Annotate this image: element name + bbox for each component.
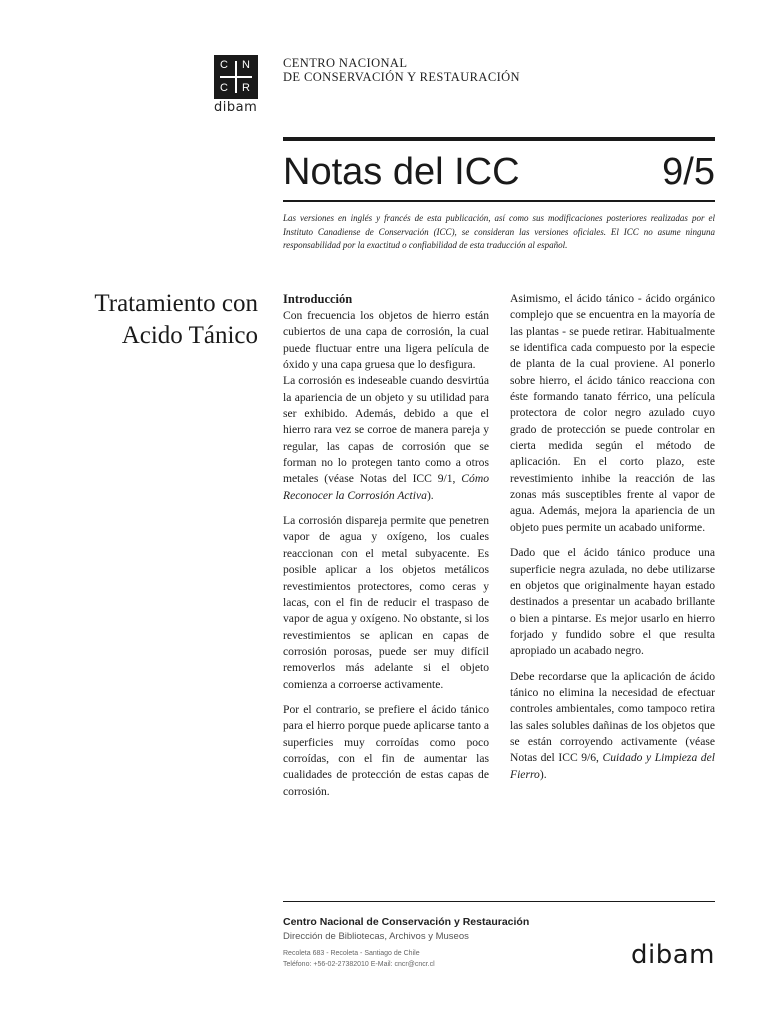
cross-reference-title: Cuidado y Limpieza del Fierro (510, 751, 715, 781)
paragraph-text: La corrosión es indeseable cuando desvirtúa la apariencia de un objeto y su utilidad para ser exhibido. Además, debido a que el hierro rara vez se corroe de manera pareja y regular, las capas de corrosión que se forman no lo protegen tanto como a otros metales (véase Notas del ICC 9/1, (283, 374, 489, 486)
footer-contact: Teléfono: +56-02-27382010 E-Mail: cncr@cncr.cl (283, 961, 435, 968)
paragraph: Asimismo, el ácido tánico - ácido orgánico complejo que se encuentra en la mayoría de las plantas - se puede retirar. Habitualmente se identifica cada compuesto por la especie de planta de la cual proviene. Al ponerlo sobre hierro, el ácido tánico reacciona con éste formando tanato férrico, una película protectora de color negro azulado cuyo grado de protección se puede controlar en cierta medida según el método de aplicación. En el corto plazo, este revestimiento inhibe la reacción de las zonas más susceptibles frente al vapor de agua. Además, mejora la apariencia de un objeto pues permite un acabado uniforme. (510, 292, 715, 534)
page-title: Notas del ICC (283, 151, 520, 193)
disclaimer: Las versiones en inglés y francés de esta publicación, así como sus modificaciones posteriores realizadas por el Instituto Canadiense de Conservación (ICC), se consideran las versiones oficiales. El ICC no asume ninguna responsabilidad por la exactitud o confiabilidad de esta traducción al español. (283, 213, 715, 250)
paragraph: Por el contrario, se prefiere el ácido tánico para el hierro porque puede aplicarse tanto a superficies muy corroídas como poco corroídas, con el fin de aumentar las cualidades de protección de estas capas de corrosión. (283, 702, 489, 798)
title-rule (283, 200, 715, 202)
footer-address: Recoleta 683 - Recoleta - Santiago de Chile (283, 950, 420, 957)
article-title (8, 288, 258, 352)
paragraph-text: Con frecuencia los objetos de hierro están cubiertos de una capa de corrosión, la cual puede fluctuar entre una ligera película de óxido y una capa gruesa que lo desfigura. (283, 309, 489, 372)
article-title-line2: Acido Tánico (121, 322, 258, 349)
top-rule (283, 137, 715, 141)
footer-rule (283, 901, 715, 902)
logo-letter: C (220, 59, 228, 71)
paragraph-text: ). (539, 767, 547, 781)
paragraph: La corrosión dispareja permite que penetren vapor de agua y oxígeno, los cuales reaccionan con el metal subyacente. Es posible aplicar a los objetos metálicos revestimientos protectores, como ceras y lacas, con el fin de reducir el traspaso de vapor de agua y oxígeno. No obstante, si los revestimientos se aplican en capas de corrosión porosas, puede ser muy difícil removerlos más adelante si el objeto comienza a corroerse activamente. (283, 514, 489, 691)
organization-name (283, 56, 520, 84)
article-title-line1: Tratamiento con (94, 290, 258, 317)
logo-letter: R (242, 82, 250, 94)
right-column (510, 291, 715, 792)
paragraph: Dado que el ácido tánico produce una superficie negra azulada, no debe utilizarse en objetos que originalmente hayan estado destinados a presentar un acabado brillante o bien a pintarse. Es mejor usarlo en hierro forjado y fundido sobre el que resulta apropiado un acabado negro. (510, 546, 715, 658)
footer-subtitle: Dirección de Bibliotecas, Archivos y Museos (283, 931, 469, 942)
left-column (283, 291, 489, 809)
section-heading: Introducción (283, 292, 353, 306)
paragraph-text: ). (426, 488, 434, 502)
paragraph (283, 373, 489, 504)
footer-title: Centro Nacional de Conservación y Restauración (283, 916, 530, 928)
cncr-logo (214, 55, 258, 99)
footer-wordmark: dibam (631, 940, 715, 970)
logo-letter: C (220, 82, 228, 94)
organization-name-line1: CENTRO NACIONAL (283, 56, 408, 70)
paragraph-text: Debe recordarse que la aplicación de ácido tánico no elimina la necesidad de efectuar controles ambientales, como tampoco retira las sales solubles dañinas de los objetos que se están corroyendo activamente (véase Notas del ICC 9/6, (510, 669, 715, 765)
logo-cross-horizontal (220, 76, 252, 78)
logo-wordmark: dibam (214, 100, 258, 115)
note-number: 9/5 (662, 151, 715, 193)
organization-name-line2: DE CONSERVACIÓN Y RESTAURACIÓN (283, 70, 520, 84)
paragraph (283, 308, 489, 373)
paragraph (510, 669, 715, 783)
logo-letter: N (242, 59, 250, 71)
cross-reference-title: Cómo Reconocer la Corrosión Activa (283, 472, 489, 502)
